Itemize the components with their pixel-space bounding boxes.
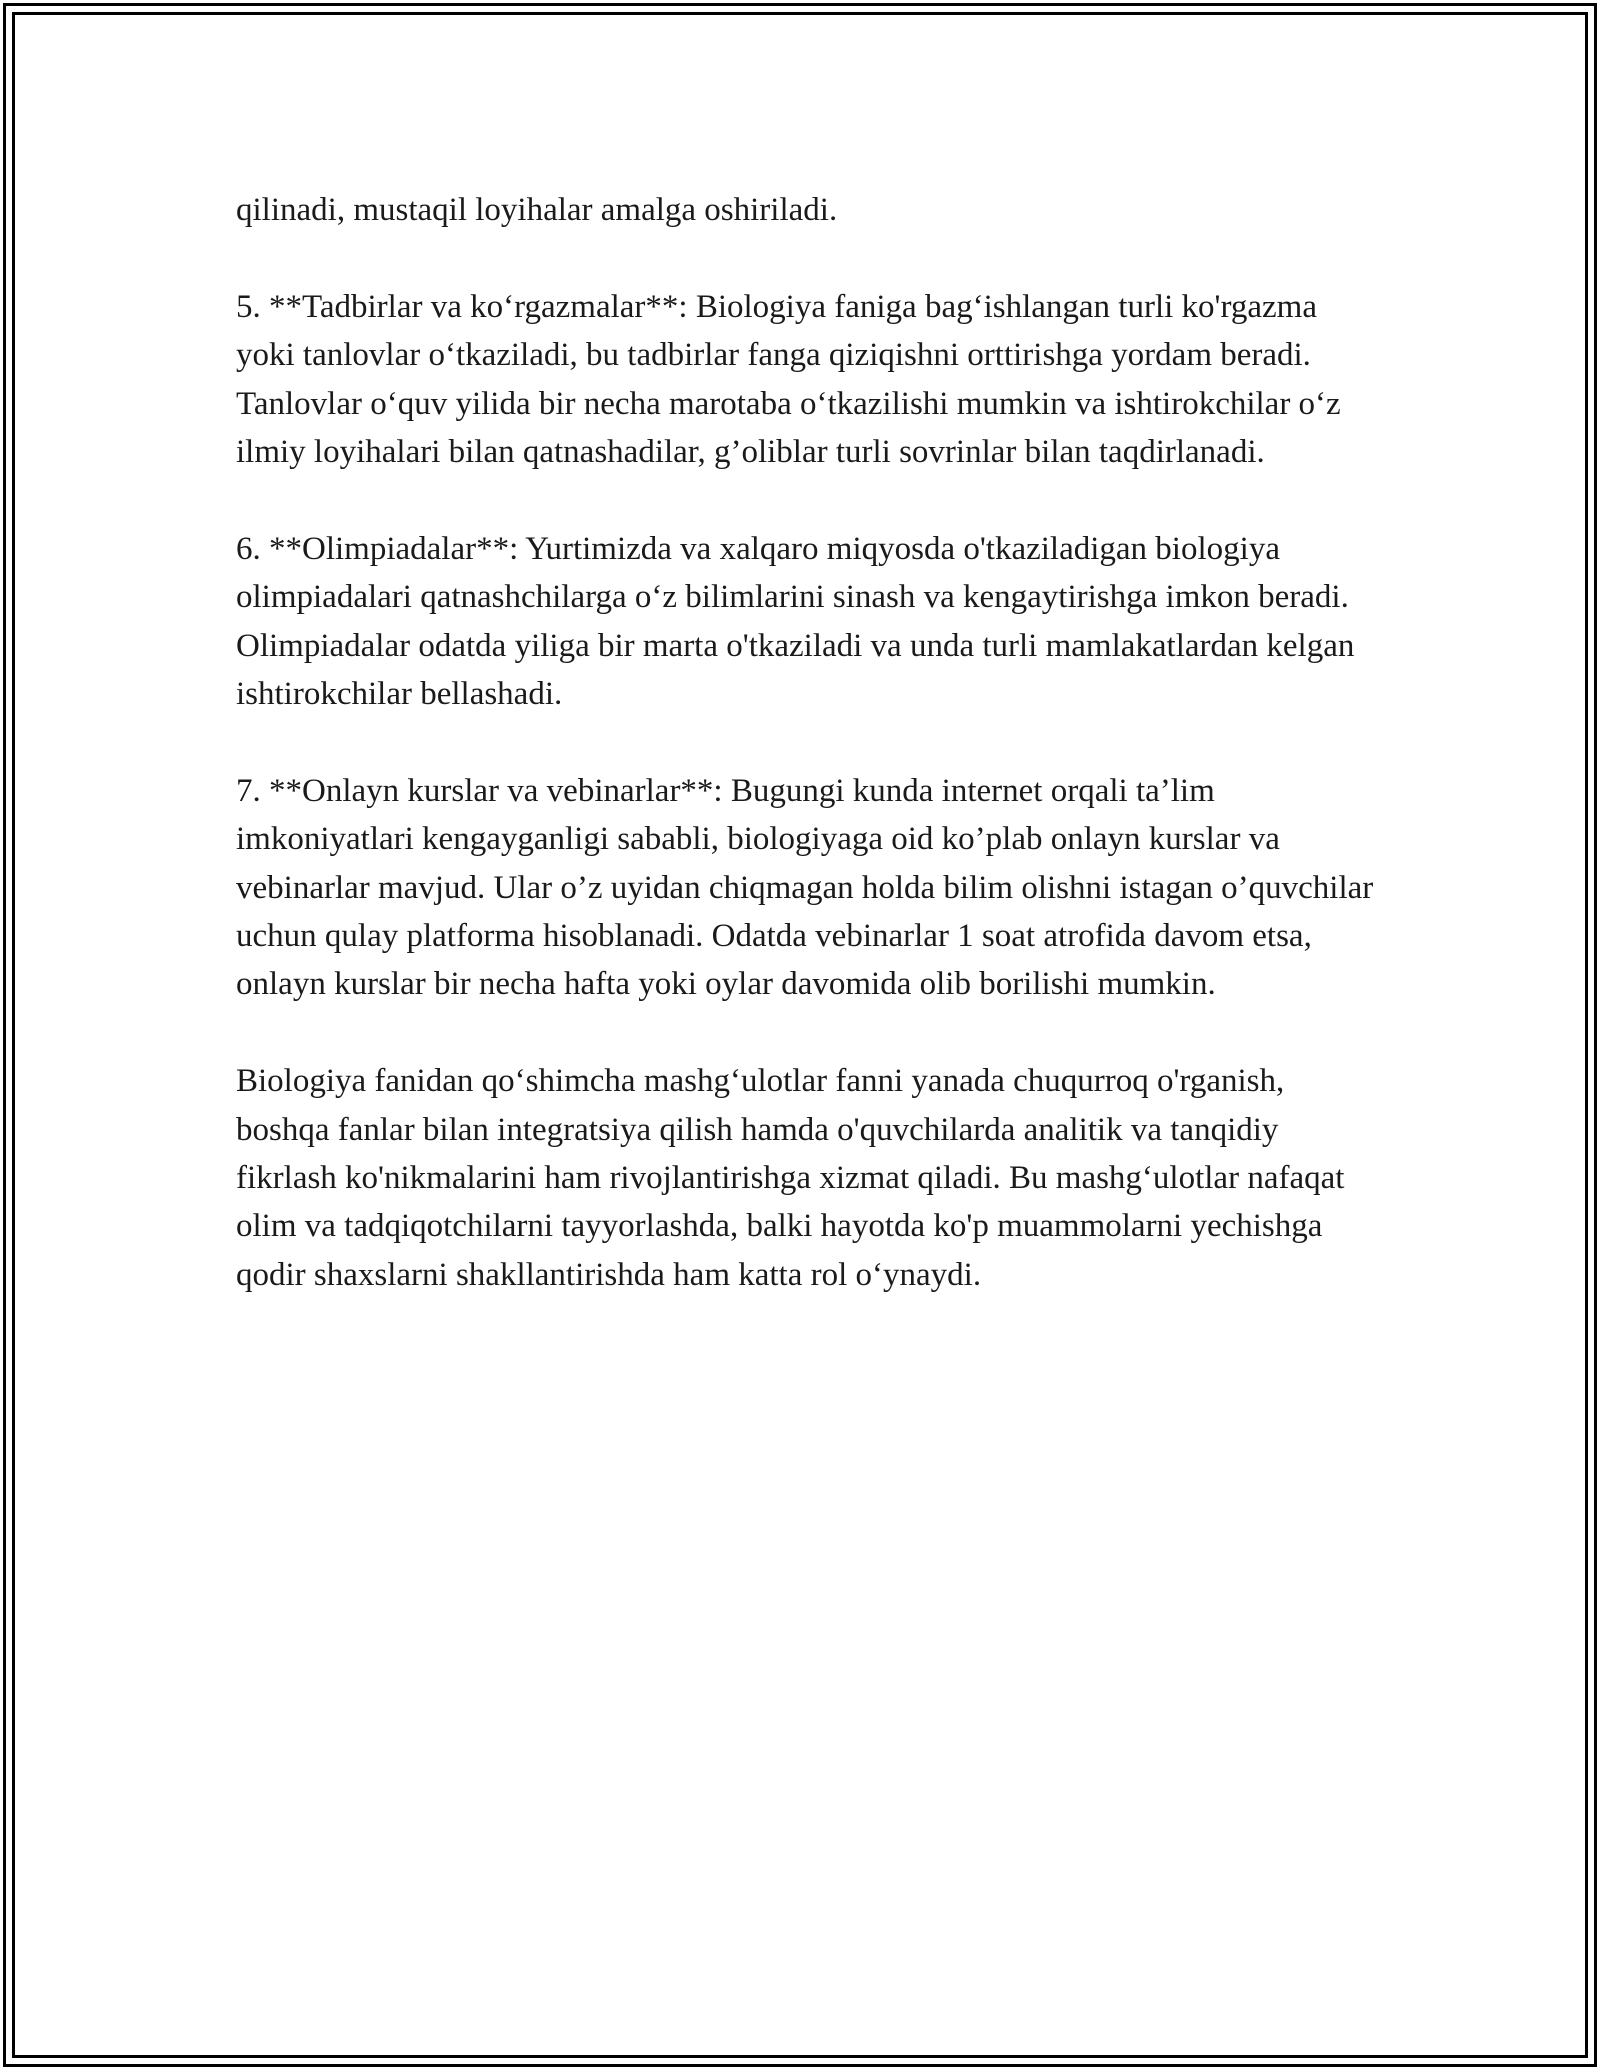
- paragraph-continuation: qilinadi, mustaqil loyihalar amalga oshiriladi.: [236, 192, 838, 228]
- paragraph-item-5: 5. **Tadbirlar va ko‘rgazmalar**: Biologiya faniga bag‘ishlangan turli ko'rgazma yoki tanlovlar o‘tkaziladi, bu tadbirlar fanga qiziqishni orttirishga yordam beradi. Tanlovlar o‘quv yilida bir necha marotaba o‘tkazilishi mumkin va ishtirokchilar o‘z ilmiy loyihalari bilan qatnashadilar, g’oliblar turli sovrinlar bilan taqdirlanadi.: [236, 288, 1341, 471]
- paragraph-item-6: 6. **Olimpiadalar**: Yurtimizda va xalqaro miqyosda o'tkaziladigan biologiya olimpiadalari qatnashchilarga o‘z bilimlarini sinash va kengaytirishga imkon beradi. Olimpiadalar odatda yiliga bir marta o'tkaziladi va unda turli mamlakatlardan kelgan ishtirokchilar bellashadi.: [236, 530, 1355, 713]
- paragraph-item-7: 7. **Onlayn kurslar va vebinarlar**: Bugungi kunda internet orqali ta’lim imkoniyatlari kengayganligi sababli, biologiyaga oid ko’plab onlayn kurslar va vebinarlar mavjud. Ular o’z uyidan chiqmagan holda bilim olishni istagan o’quvchilar uchun qulay platforma hisoblanadi. Odatda vebinarlar 1 soat atrofida davom etsa, onlayn kurslar bir necha hafta yoki oylar davomida olib borilishi mumkin.: [236, 772, 1374, 1003]
- document-body: [236, 186, 1376, 1348]
- paragraph-conclusion: Biologiya fanidan qo‘shimcha mashg‘ulotlar fanni yanada chuqurroq o'rganish, boshqa fanlar bilan integratsiya qilish hamda o'quvchilarda analitik va tanqidiy fikrlash ko'nikmalarini ham rivojlantirishga xizmat qiladi. Bu mashg‘ulotlar nafaqat olim va tadqiqotchilarni tayyorlashda, balki hayotda ko'p muammolarni yechishga qodir shaxslarni shakllantirishda ham katta rol o‘ynaydi.: [236, 1063, 1345, 1293]
